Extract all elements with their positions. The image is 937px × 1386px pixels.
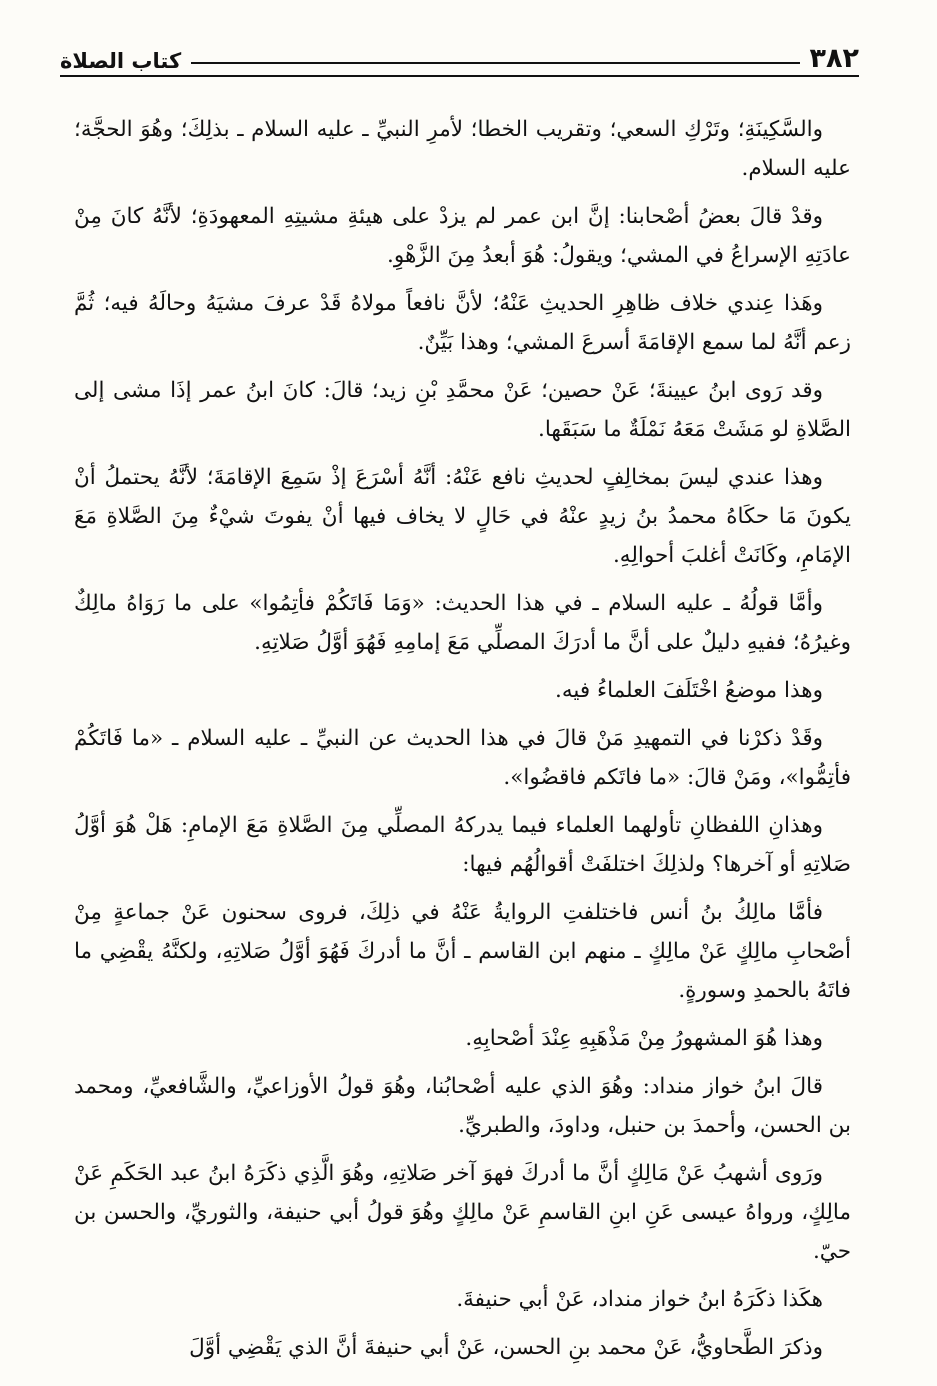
page-header (60, 28, 859, 72)
paragraph: وهذا موضعُ اخْتَلَفَ العلماءُ فيه. (555, 678, 823, 703)
paragraph: وهذانِ اللفظانِ تأولهما العلماء فيما يدركهُ المصلِّي مِنَ الصَّلاةِ مَعَ الإمامِ: هَلْ هُوَ أوَّلُ صَلاتِهِ أو آخرها؟ ولذلِكَ اختلفَتْ أقوالُهُم فيها: (74, 813, 851, 877)
paragraph: وهذا هُوَ المشهورُ مِنْ مَذْهَبِهِ عِنْدَ أصْحابِهِ. (465, 1026, 823, 1051)
paragraph: قالَ ابنُ خواز منداد: وهُوَ الذي عليه أصْحابُنا، وهُوَ قولُ الأوزاعيِّ، والشَّافعيِّ، ومحمد بن الحسن، وأحمدَ بن حنبل، وداودَ، والطبريِّ. (74, 1074, 851, 1138)
header-rule (60, 75, 859, 77)
paragraph: وذكرَ الطَّحاويُّ، عَنْ محمد بنِ الحسن، عَنْ أبي حنيفةَ أنَّ الذي يَقْضِي أوَّلَ (189, 1335, 823, 1360)
paragraph: وقَدْ ذكرْنا في التمهيدِ مَنْ قالَ في هذا الحديث عن النبيِّ ـ عليه السلام ـ «ما فَاتَكُمْ فأتِمُّوا»، ومَنْ قالَ: «ما فاتَكم فاقضُوا». (74, 726, 851, 790)
running-title: كتاب الصلاة (60, 49, 182, 73)
paragraph: ورَوى أشهبُ عَنْ مَالِكٍ أنَّ ما أدركَ فهوَ آخر صَلاتِهِ، وهُوَ الَّذِي ذكَرَهُ ابنُ عبد الحَكَمِ عَنْ مالِكٍ، ورواهُ عيسى عَنِ ابنِ القاسمِ عَنْ مالِكٍ وهُوَ قولُ أبي حنيفة، والثوريِّ، والحسن بن حيّ. (74, 1161, 851, 1264)
paragraph: وهَذا عِندي خلاف ظاهِرِ الحديثِ عَنْهُ؛ لأنَّ نافعاً مولاهُ قَدْ عرفَ مشيَهُ وحالَهُ فيه؛ ثُمَّ زعم أنَّهُ لما سمع الإقامَةَ أسرعَ المشي؛ وهذا بَيِّنٌ. (74, 291, 851, 355)
paragraph: وقدْ قالَ بعضُ أصْحابنا: إنَّ ابن عمر لم يزدْ على هيئةِ مشيتِهِ المعهودَةِ؛ لأنَّهُ كانَ مِنْ عادَتِهِ الإسراعُ في المشي؛ ويقولُ: هُوَ أبعدُ مِنَ الزَّهْوِ. (74, 204, 851, 268)
paragraph: وأمَّا قولُهُ ـ عليه السلام ـ في هذا الحديث: «وَمَا فَاتَكُمْ فأتِمُوا» على ما رَوَاهُ مالِكٌ وغيرُهُ؛ ففيهِ دليلٌ على أنَّ ما أدرَكَ المصلِّي مَعَ إمامِهِ فَهُوَ أوَّلُ صَلاتِهِ. (74, 591, 851, 655)
page-body (74, 110, 851, 1376)
page-number: ٣٨٢ (809, 43, 859, 74)
header-dash (191, 62, 799, 64)
paragraph: وهذا عندي ليسَ بمخالِفٍ لحديثِ نافع عَنْهُ: أنَّهُ أسْرَعَ إذْ سَمِعَ الإقامَةَ؛ لأنَّهُ يحتملُ أنْ يكونَ مَا حكَاهُ محمدُ بنُ زيدٍ عنْهُ في حَالٍ لا يخاف فيها أنْ يفوتَ شيْءٌ مِنَ الصَّلاةِ مَعَ الإمَامِ، وكَانَتْ أغلبَ أحوالِهِ. (74, 465, 851, 568)
paragraph: هكَذا ذكَرَهُ ابنُ خواز منداد، عَنْ أبي حنيفةَ. (456, 1287, 823, 1312)
paragraph: فأمَّا مالِكُ بنُ أنس فاختلفتِ الروايةُ عَنْهُ في ذلِكَ، فروى سحنون عَنْ جماعةٍ مِنْ أصْحابِ مالِكٍ عَنْ مالِكٍ ـ منهم ابن القاسم ـ أنَّ ما أدركَ فَهُوَ أوَّلُ صَلاتِهِ، ولكنَّهُ يقْضِي ما فاتَهُ بالحمدِ وسورةٍ. (74, 900, 851, 1003)
paragraph: وقد رَوى ابنُ عيينةَ؛ عَنْ حصين؛ عَنْ محمَّدِ بْنِ زيد؛ قالَ: كانَ ابنُ عمر إذَا مشى إلى الصَّلاةِ لو مَشَتْ مَعَهُ نَمْلَةٌ ما سَبَقَها. (74, 378, 851, 442)
paragraph: والسَّكِينَةِ؛ وتَرْكِ السعي؛ وتقريب الخطا؛ لأمرِ النبيِّ ـ عليه السلام ـ بذلِكَ؛ وهُوَ الحجَّة؛ عليه السلام. (74, 117, 851, 181)
